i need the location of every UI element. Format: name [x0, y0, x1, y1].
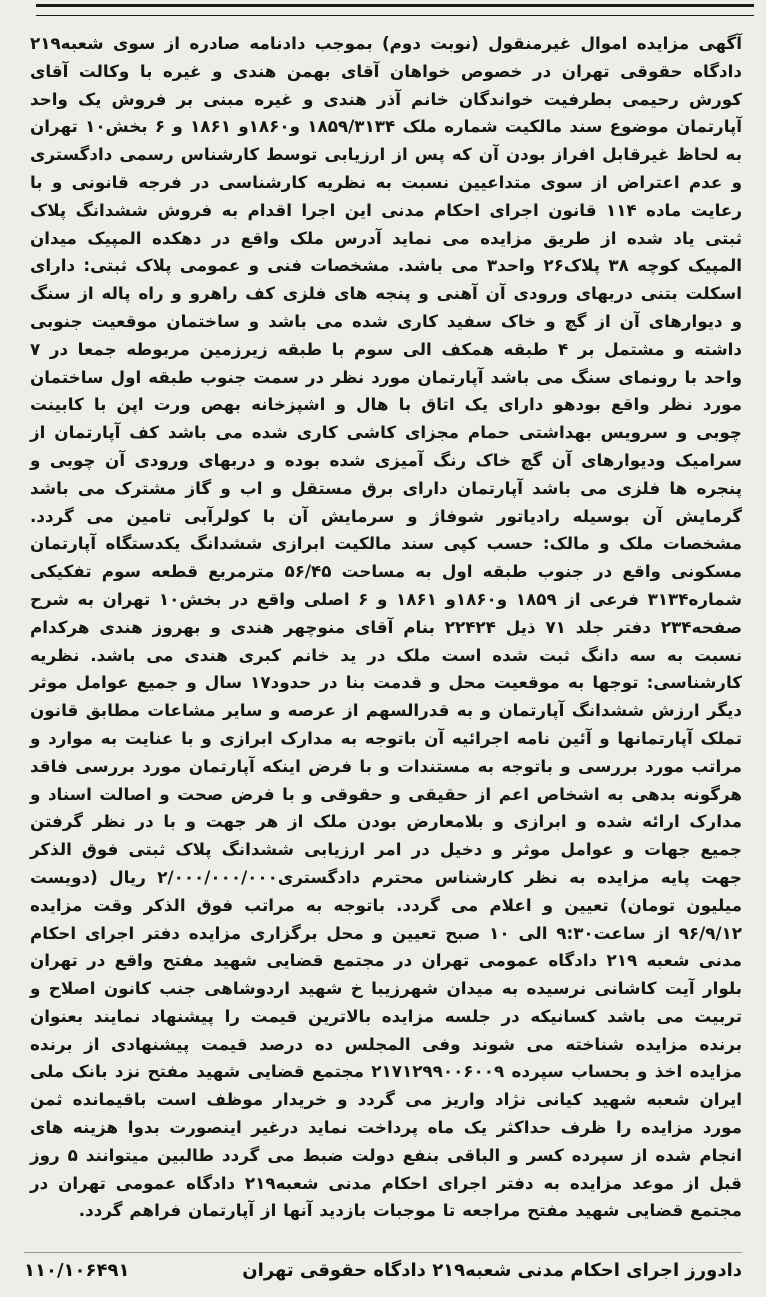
signature-line: دادورز اجرای احکام مدنی شعبه۲۱۹ دادگاه حقوقی تهران [242, 1259, 742, 1281]
notice-code: ۱۱۰/۱۰۶۴۹۱ [24, 1259, 130, 1281]
top-divider [36, 4, 754, 16]
notice-paragraph: آگهی مزایده اموال غیرمنقول (نوبت دوم) بموجب دادنامه صادره از سوی شعبه۲۱۹ دادگاه حقوقی تهران در خصوص خواهان آقای بهمن هندی و غیره با وکالت آقای کورش رحیمی بطرفیت خواندگان خانم آذر هندی و غیره مبنی بر فروش یک واحد آپارتمان موضوع سند مالکیت شماره ملک ۱۸۵۹/۳۱۳۴ و۱۸۶۰و ۱۸۶۱ و ۶ بخش۱۰ تهران به لحاظ غیرقابل افراز بودن آن که پس از ارزیابی توسط کارشناس رسمی دادگستری و عدم اعتراض از سوی متداعیین نسبت به نظریه کارشناسی در فرجه قانونی و با رعایت ماده ۱۱۴ قانون اجرای احکام مدنی این اجرا اقدام به فروش ششدانگ پلاک ثبتی یاد شده از طریق مزایده می نماید آدرس ملک واقع در دهکده المپیک میدان المپیک کوچه ۳۸ پلاک۲۶ واحد۳ می باشد. مشخصات فنی و عمومی پلاک ثبتی: دارای اسکلت بتنی دربهای ورودی آن آهنی و پنجه های فلزی کف راهرو و راه پاله از سنگ و دیوارهای آن از گچ و خاک سفید کاری شده می باشد و ساختمان موقعیت جنوبی داشته و مشتمل بر ۴ طبقه همکف الی سوم با طبقه زیرزمین مربوطه جمعا در ۷ واحد با رونمای سنگ می باشد آپارتمان مورد نظر در سمت جنوب طبقه اول ساختمان مورد نظر واقع بودهو دارای یک اتاق با هال و اشپزخانه بهص ورت اپن با کابینت چوبی و سرویس بهداشتی حمام مجزای کاشی کاری شده می باشد کف آپارتمان از سرامیک ودیوارهای آن گچ خاک رنگ آمیزی شده بوده و دربهای ورودی آن چوبی و پنجره ها فلزی می باشد آپارتمان دارای برق مستقل و اب و گاز مشترک می باشد گرمایش آن بوسیله رادیاتور شوفاژ و سرمایش آن با کولرآبی تامین می گردد. مشخصات ملک و مالک: حسب کپی سند مالکیت ابرازی ششدانگ یکدستگاه آپارتمان مسکونی واقع در جنوب طبقه اول به مساحت ۵۶/۴۵ مترمربع قطعه سوم تفکیکی شماره۳۱۳۴ فرعی از ۱۸۵۹ و۱۸۶۰و ۱۸۶۱ و ۶ اصلی واقع در بخش۱۰ تهران به شرح صفحه۲۳۴ دفتر جلد ۷۱ ذیل ۲۲۴۲۴ بنام آقای منوچهر هندی و بهروز هندی هرکدام نسبت به سه دانگ ثبت شده است ملک در ید خانم کبری هندی می باشد. نظریه کارشناسی: توجها به موقعیت محل و قدمت بنا در حدود۱۷ سال و جمیع عوامل موثر دیگر ارزش ششدانگ آپارتمان و به قدرالسهم از عرصه و سایر مشاعات مطابق قانون تملک آپارتمانها و آئین نامه اجرائیه آن باتوجه به مدارک ابرازی و با عنایت به موارد و مراتب مورد بررسی و باتوجه به مستندات و با فرض اینکه آپارتمان مورد بررسی فاقد هرگونه بدهی به اشخاص اعم از حقیقی و حقوقی و با فرض صحت و اصالت اسناد و مدارک ارائه شده و ابرازی و بلامعارض بودن ملک از هر جهت و با در نظر گرفتن جمیع جهات و عوامل موثر و دخیل در امر ارزیابی ششدانگ پلاک ثبتی فوق الذکر جهت پایه مزایده به نظر کارشناس محترم دادگستری۲/۰۰۰/۰۰۰/۰۰۰ ریال (دویست میلیون تومان) تعیین و اعلام می گردد. باتوجه به مراتب فوق الذکر وقت مزایده ۹۶/۹/۱۲ از ساعت۹:۳۰ الی ۱۰ صبح تعیین و محل برگزاری مزایده دفتر اجرای احکام مدنی شعبه ۲۱۹ دادگاه عمومی تهران در مجتمع قضایی شهید مفتح واقع در تهران بلوار آیت کاشانی نرسیده به میدان شهرزیبا خ شهید اردوشاهی جنب کانون اصلاح و تربیت می باشد کسانیکه در جلسه مزایده بالاترین قیمت را پیشنهاد نمایند بعنوان برنده مزایده شناخته می شوند وفی المجلس ده درصد قیمت پیشنهادی از برنده مزایده اخذ و بحساب سپرده ۲۱۷۱۲۹۹۰۰۶۰۰۹ مجتمع قضایی شهید مفتح نزد بانک ملی ایران شعبه شهید کیانی نژاد واریز می گردد و خریدار موظف است باقیمانده ثمن مورد مزایده را ظرف حداکثر یک ماه پرداخت نماید درغیر اینصورت بدوا هزینه های انجام شده از سپرده کسر و الباقی بنفع دولت ضبط می گردد طالبین میتوانند ۵ روز قبل از موعد مزایده به دفتر اجرای احکام مدنی شعبه۲۱۹ دادگاه عمومی تهران در مجتمع قضایی شهید مفتح مراجعه تا موجبات بازدید آنها از آپارتمان فراهم گردد. [30, 33, 743, 1221]
notice-footer [24, 1252, 742, 1287]
auction-notice-body [30, 30, 742, 1225]
